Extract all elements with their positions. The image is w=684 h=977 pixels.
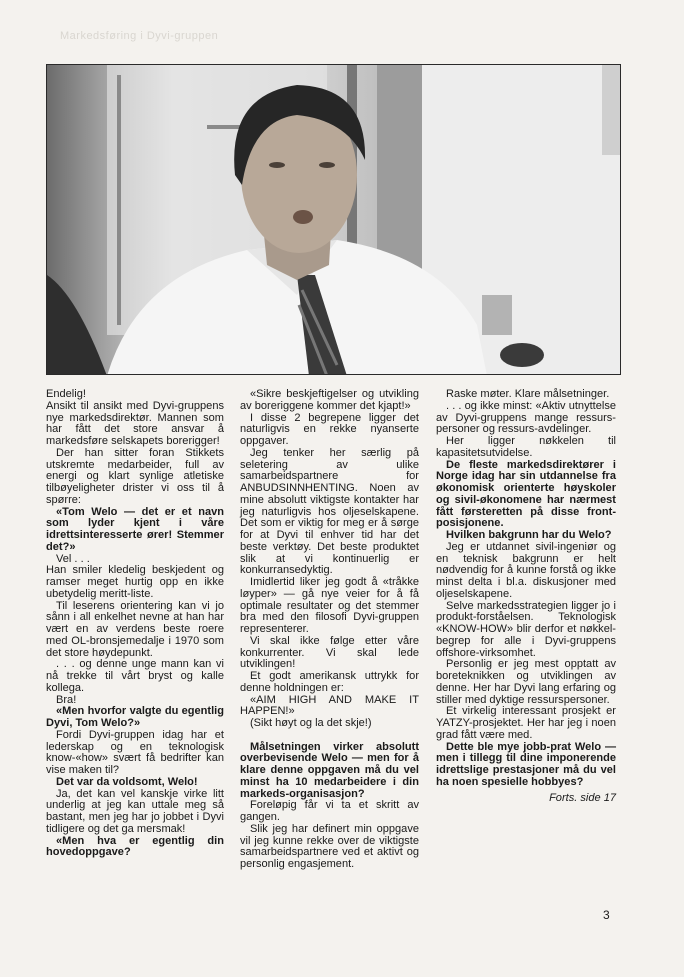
paragraph: Personlig er jeg mest opptatt av boreteknikken og utviklingen av denne. Her har Dyvi lang erfaring og stiller med dyktige ressurspersoner.: [436, 658, 616, 706]
paragraph: Han smiler kledelig beskjedent og ramser meget hurtig opp en ikke ubetydelig meritt-liste.: [46, 564, 224, 600]
paragraph: Endelig!: [46, 388, 86, 400]
continuation-note: Forts. side 17: [549, 791, 616, 804]
paragraph: Et virkelig interessant prosjekt er YATZY-prosjektet. Her har jeg i noen grad fått være med.: [436, 705, 616, 741]
paragraph: . . . og ikke minst: «Aktiv utnyttelse av Dyvi-gruppens mange ressurs-personer og ressurs-avdelinger.: [436, 399, 616, 436]
paragraph: Jeg er utdannet sivil-ingeniør og en teknisk bakgrunn er helt nødvendig for å kunne forstå og ikke minst delta i bl.a. diskusjoner med oljeselskapene.: [436, 540, 616, 600]
portrait-photo: [46, 64, 621, 375]
portrait-illustration: [47, 65, 621, 375]
paragraph: Til leserens orientering kan vi jo sånn i all enkelhet nevne at han har vært en av verdens beste roere med OL-bronsjemedalje i 1970 som det store høydepunkt.: [46, 599, 224, 659]
paragraph: Der han sitter foran Stikkets utskremte medarbeider, full av energi og klart synlige atletiske tilbøyeligheter drister vi oss til å spørre:: [46, 446, 224, 506]
paragraph: Vel . . .: [56, 552, 90, 565]
paragraph: Hvilken bakgrunn har du Welo?: [446, 529, 612, 541]
paragraph: «Sikre beskjeftigelser og utvikling av boreriggene kommer det kjapt!»: [240, 388, 419, 412]
paragraph: Foreløpig får vi ta et skritt av gangen.: [240, 799, 419, 823]
paragraph: Målsetningen virker absolutt overbevisende Welo — men for å klare denne oppgaven må du vel minst ha 10 medarbeidere i din markeds-organisasjon?: [240, 740, 419, 800]
running-head: Markedsføring i Dyvi-gruppen: [60, 30, 219, 42]
paragraph: «Men hvorfor valgte du egentlig Dyvi, Tom Welo?»: [46, 705, 224, 729]
paragraph: Et godt amerikansk uttrykk for denne holdningen er:: [240, 670, 419, 694]
paragraph: Selve markedsstrategien ligger jo i produkt-forståelsen. Teknologisk «KNOW-HOW» blir derfor et nøkkel-begrep for alle i Dyvi-gruppens offshore-virksomhet.: [436, 599, 616, 659]
paragraph: I disse 2 begrepene ligger det naturligvis en rekke nyanserte oppgaver.: [240, 411, 419, 447]
paragraph: Vi skal ikke følge etter våre konkurrenter. Vi skal lede utviklingen!: [240, 634, 419, 671]
paragraph: Imidlertid liker jeg godt å «tråkke løyper» — gå nye veier for å få optimale resultater og det stemmer bra med den filosofi Dyvi-gruppen representerer.: [240, 576, 419, 635]
paragraph: (Sikt høyt og la det skje!): [250, 717, 372, 729]
paragraph: Slik jeg har definert min oppgave vil jeg kunne rekke over de viktigste samarbeidspartnere ved et aktivt og personlig engasjement.: [240, 822, 419, 870]
paragraph: Det var da voldsomt, Welo!: [56, 775, 198, 788]
paragraph: Dette ble mye jobb-prat Welo — men i tillegg til dine imponerende idrettslige prestasjoner må du vel ha noen spesielle hobbyes?: [436, 740, 616, 788]
text-column-1: [46, 389, 224, 859]
paragraph: Fordi Dyvi-gruppen idag har et lederskap og en teknologisk know-«how» svært få bedrifter kan vise maken til?: [46, 728, 224, 776]
paragraph: De fleste markedsdirektører i Norge idag har sin utdannelse fra økonomisk orienterte høyskoler og sivil-økonomene har nærmest fått førsteretten på disse front-posisjonene.: [436, 458, 616, 530]
text-column-2: [240, 389, 419, 871]
paragraph: Ansikt til ansikt med Dyvi-gruppens nye markedsdirektør. Mannen som har fått det store ansvar å markedsføre selskapets borerigger!: [46, 399, 224, 447]
paragraph: Ja, det kan vel kanskje virke litt underlig at jeg kan uttale meg så bastant, men jeg har jo jobbet i Dyvi tidligere og det ga mersmak!: [46, 787, 224, 835]
paragraph: . . . og denne unge mann kan vi nå trekke til vårt bryst og kalle kollega.: [46, 658, 224, 694]
paragraph: Raske møter. Klare målsetninger.: [446, 388, 610, 400]
page-number: 3: [603, 908, 610, 922]
paragraph: «AIM HIGH AND MAKE IT HAPPEN!»: [240, 693, 419, 718]
paragraph: «Men hva er egentlig din hovedoppgave?: [46, 834, 224, 859]
text-column-3: [436, 389, 616, 804]
paragraph: Jeg tenker her særlig på seletering av ulike samarbeidspartnere for ANBUDSINNHENTING. Noen av mine absolutt viktigste kontakter har jeg naturligvis hos oljeselskapene. Det som er viktig for meg er å sørge for at Dyvi til enhver tid har det beste verktøy. Det beste produktet slik at vi kontinuerlig er konkurransedyktig.: [240, 446, 419, 577]
paragraph: Her ligger nøkkelen til kapasitetsutvidelse.: [436, 435, 616, 459]
paragraph: Bra!: [56, 693, 77, 706]
paragraph: «Tom Welo — det er et navn som lyder kjent i våre idrettsinteresserte ører! Stemmer det?»: [46, 505, 224, 553]
